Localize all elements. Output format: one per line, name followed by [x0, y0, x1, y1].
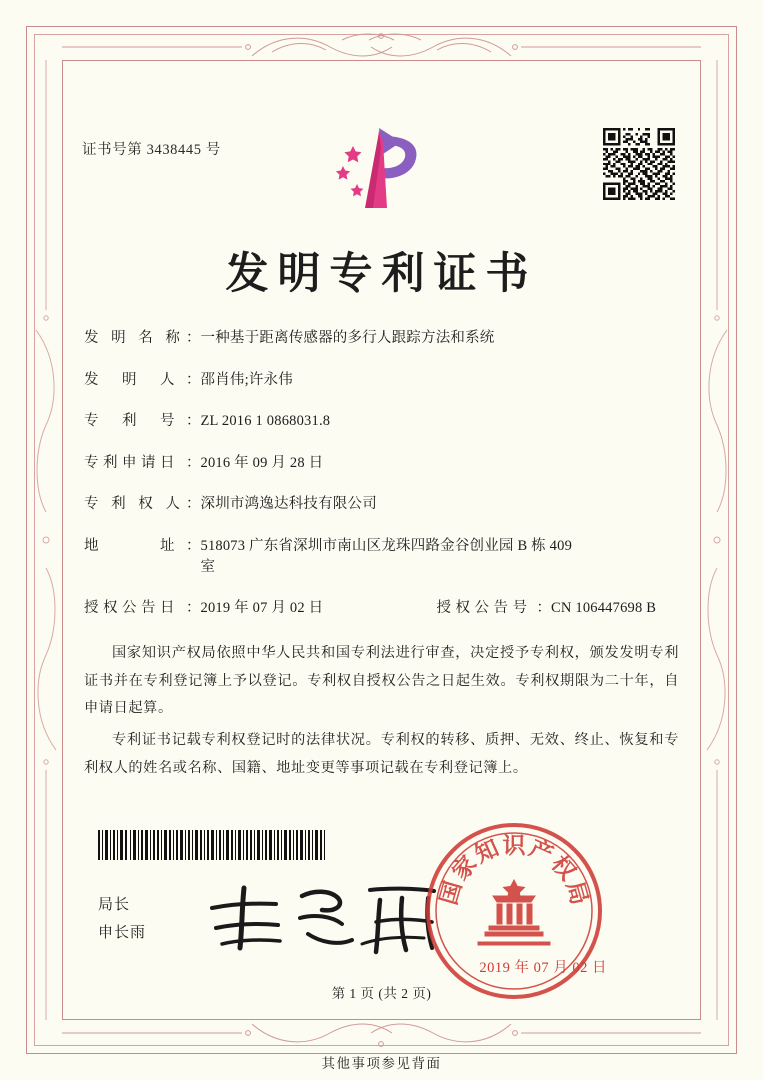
- svg-text:权: 权: [545, 850, 582, 886]
- field-colon: ：: [186, 330, 201, 346]
- field-colon: ：: [186, 537, 201, 554]
- address-line-1: 518073 广东省深圳市南山区龙珠四路金谷创业园 B 栋 409: [200, 537, 573, 554]
- field-colon: ：: [186, 600, 201, 617]
- field-label: 地 址: [84, 537, 179, 554]
- signatory-role: 局长: [98, 897, 131, 913]
- svg-text:国: 国: [434, 878, 468, 908]
- field-colon: ：: [536, 600, 551, 617]
- field-label: 发 明 人: [84, 371, 179, 388]
- signatory-name: 申长雨: [98, 924, 147, 941]
- field-patent-number: [84, 411, 679, 432]
- field-patentee: [84, 494, 679, 515]
- field-value: 邵肖伟;许永伟: [200, 371, 293, 388]
- svg-text:局: 局: [560, 878, 594, 908]
- field-label: 专 利 号: [84, 413, 179, 430]
- svg-text:知: 知: [470, 834, 503, 869]
- fields-section: [84, 328, 679, 640]
- signatory-block: [98, 892, 146, 948]
- certificate-number: 证书号第 3438445 号: [82, 142, 221, 158]
- field-label-grant-date: 授权公告日: [84, 600, 179, 617]
- seal-date: 2019 年 07 月 02 日: [479, 960, 607, 976]
- qr-code: [603, 128, 675, 200]
- field-value: 一种基于距离传感器的多行人跟踪方法和系统: [200, 330, 495, 346]
- page-title: 发明专利证书: [225, 249, 538, 299]
- field-label-grant-number: 授权公告号: [436, 600, 532, 617]
- address-line-2: 室: [200, 558, 216, 575]
- field-colon: ：: [186, 496, 201, 513]
- paragraph-1: 国家知识产权局依照中华人民共和国专利法进行审查，决定授予专利权，颁发发明专利证书并在专利登记簿上予以登记。专利权自授权公告之日起生效。专利权期限为二十年，自申请日起算。: [84, 645, 679, 717]
- barcode: [98, 830, 326, 860]
- field-application-date: [84, 453, 679, 474]
- field-value: ZL 2016 1 0868031.8: [200, 413, 331, 430]
- field-inventor: [84, 370, 679, 391]
- field-value: 深圳市鸿逸达科技有限公司: [200, 496, 377, 513]
- certificate-content: [62, 60, 701, 1020]
- field-colon: ：: [186, 413, 201, 430]
- patent-office-logo-icon: [317, 122, 447, 214]
- field-value-group: [201, 536, 680, 578]
- paragraph-2: 专利证书记载专利权登记时的法律状况。专利权的转移、质押、无效、终止、恢复和专利权人的姓名或名称、国籍、地址变更等事项记载在专利登记簿上。: [84, 732, 679, 776]
- field-value-grant-number: CN 106447698 B: [551, 600, 657, 617]
- field-value: 2016 年 09 月 28 日: [200, 454, 324, 471]
- svg-text:家: 家: [446, 850, 483, 886]
- legal-text-section: [84, 640, 679, 786]
- footer-note: 其他事项参见背面: [321, 1056, 442, 1071]
- svg-text:识: 识: [502, 832, 526, 859]
- field-colon: ：: [186, 454, 201, 471]
- field-value-grant-date: 2019 年 07 月 02 日: [200, 600, 324, 617]
- field-label: 专 利 权 人: [84, 496, 185, 513]
- field-label: 专利申请日: [84, 454, 179, 471]
- page-number: 第 1 页 (共 2 页): [331, 986, 432, 1001]
- field-grant-announcement: [84, 598, 679, 619]
- handwritten-signature-icon: [202, 878, 452, 958]
- svg-text:产: 产: [525, 834, 558, 869]
- field-colon: ：: [186, 371, 201, 388]
- field-invention-name: [84, 328, 679, 349]
- field-label: 发 明 名 称: [84, 330, 185, 346]
- field-address: [84, 536, 679, 578]
